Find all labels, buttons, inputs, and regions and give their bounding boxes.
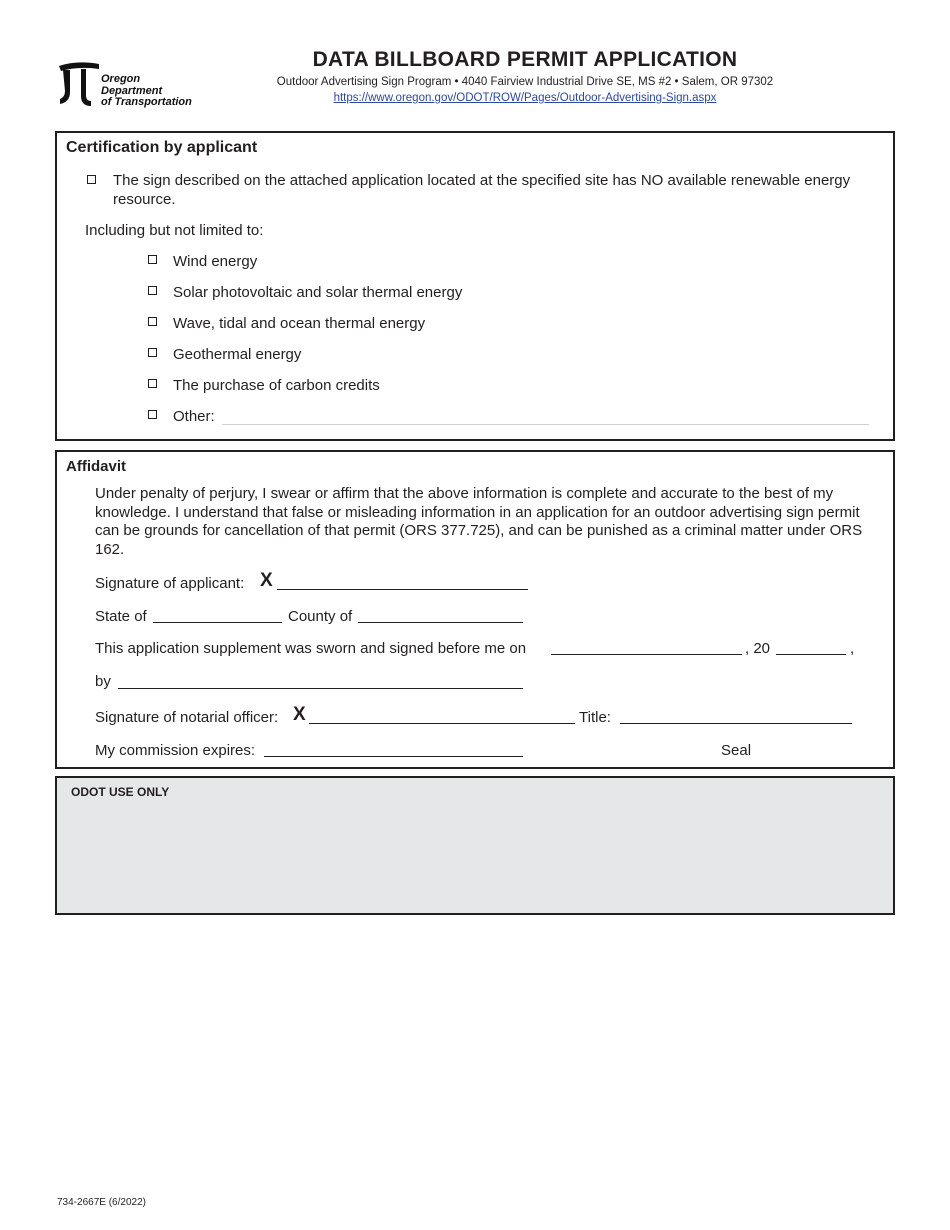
certification-title: Certification by applicant bbox=[66, 139, 258, 156]
notary-title-label: Title: bbox=[579, 709, 611, 726]
notary-signature-field[interactable] bbox=[309, 723, 575, 724]
applicant-x-mark: X bbox=[260, 570, 273, 591]
agency-line-1: Oregon bbox=[101, 73, 141, 85]
affidavit-body: Under penalty of perjury, I swear or affirm that the above information is complete and accurate to the best of my knowledge. I understand that false or misleading information in an application for an outdoor advertising sign permit can be grounds for cancellation of that permit (ORS 377.725), and can be punished as a criminal matter under ORS 162. bbox=[95, 485, 863, 559]
sworn-label: This application supplement was sworn and signed before me on bbox=[95, 640, 527, 657]
including-label: Including but not limited to: bbox=[85, 222, 264, 239]
wave-energy-label: Wave, tidal and ocean thermal energy bbox=[173, 315, 426, 332]
no-renewable-statement: The sign described on the attached application located at the specified site has NO available renewable energy resource. bbox=[113, 172, 851, 208]
by-field[interactable] bbox=[118, 688, 523, 689]
commission-expires-field[interactable] bbox=[264, 756, 523, 757]
agency-line-2: Department bbox=[101, 84, 163, 97]
other-input[interactable] bbox=[222, 424, 869, 425]
program-url-link[interactable]: https://www.oregon.gov/ODOT/ROW/Pages/Outdoor-Advertising-Sign.aspx bbox=[333, 92, 717, 104]
carbon-credits-label: The purchase of carbon credits bbox=[173, 377, 380, 394]
carbon-credits-checkbox[interactable] bbox=[148, 379, 157, 388]
applicant-signature-field[interactable] bbox=[277, 589, 528, 590]
applicant-signature-label: Signature of applicant: bbox=[95, 575, 245, 592]
state-field[interactable] bbox=[153, 622, 282, 623]
odot-logo bbox=[57, 60, 217, 110]
geothermal-checkbox[interactable] bbox=[148, 348, 157, 357]
page-title: DATA BILLBOARD PERMIT APPLICATION bbox=[312, 48, 738, 71]
year-comma: , bbox=[850, 640, 855, 657]
other-checkbox[interactable] bbox=[148, 410, 157, 419]
notary-x-mark: X bbox=[293, 704, 306, 725]
by-label: by bbox=[95, 673, 111, 690]
solar-energy-checkbox[interactable] bbox=[148, 286, 157, 295]
other-label: Other: bbox=[173, 408, 215, 425]
wind-energy-checkbox[interactable] bbox=[148, 255, 157, 264]
odot-use-only-label: ODOT USE ONLY bbox=[71, 785, 170, 799]
form-number: 734-2667E (6/2022) bbox=[57, 1197, 146, 1208]
program-address: Outdoor Advertising Sign Program • 4040 Fairview Industrial Drive SE, MS #2 • Salem, OR 97302 bbox=[276, 76, 774, 88]
solar-energy-label: Solar photovoltaic and solar thermal energy bbox=[173, 284, 463, 301]
geothermal-label: Geothermal energy bbox=[173, 346, 302, 363]
county-label: County of bbox=[288, 608, 353, 625]
sworn-date-field[interactable] bbox=[551, 654, 742, 655]
seal-label: Seal bbox=[721, 742, 752, 759]
no-renewable-checkbox[interactable] bbox=[87, 175, 96, 184]
affidavit-title: Affidavit bbox=[66, 458, 126, 475]
odot-logo-icon bbox=[57, 60, 101, 108]
commission-label: My commission expires: bbox=[95, 742, 256, 759]
year-field[interactable] bbox=[776, 654, 846, 655]
notary-signature-label: Signature of notarial officer: bbox=[95, 709, 279, 726]
odot-use-only-section bbox=[55, 776, 895, 915]
county-field[interactable] bbox=[358, 622, 523, 623]
wave-energy-checkbox[interactable] bbox=[148, 317, 157, 326]
agency-line-3: of Transportation bbox=[101, 96, 192, 108]
year-prefix: , 20 bbox=[745, 640, 771, 657]
notary-title-field[interactable] bbox=[620, 723, 852, 724]
wind-energy-label: Wind energy bbox=[173, 253, 258, 270]
state-label: State of bbox=[95, 608, 147, 625]
